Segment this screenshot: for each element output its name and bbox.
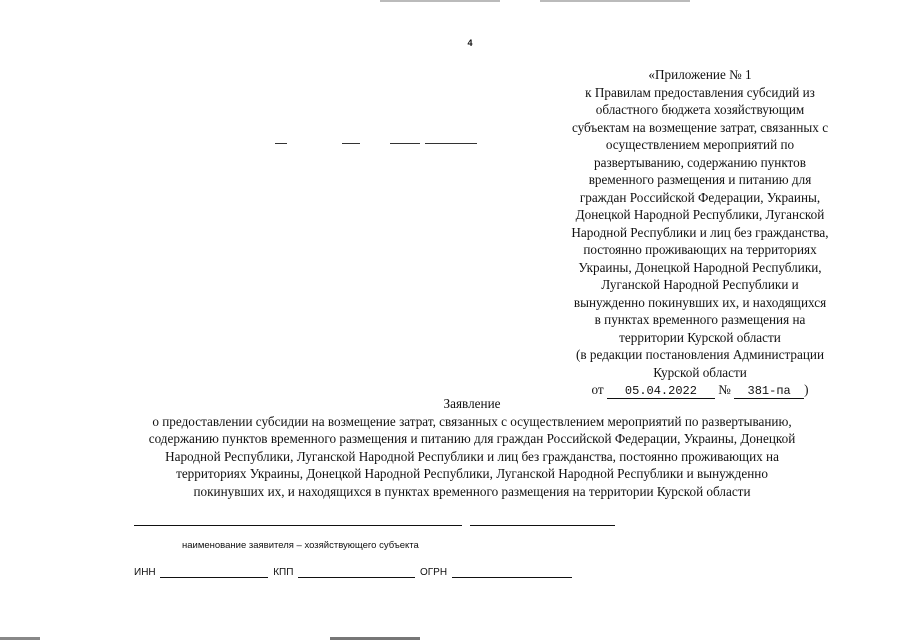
scan-artifact-line: [390, 143, 420, 144]
statement-line: содержанию пунктов временного размещения и питанию для граждан Российской Федерации, Украины, Донецкой: [148, 431, 796, 446]
order-from-label: от: [591, 382, 604, 397]
order-close: ): [804, 382, 809, 397]
appendix-line: Луганской Народной Республики и: [601, 277, 799, 292]
statement-heading: Заявление: [443, 396, 501, 411]
page-number: 4: [467, 38, 473, 48]
appendix-line: субъектам на возмещение затрат, связанных с: [571, 119, 829, 135]
appendix-line: «Приложение № 1: [648, 67, 752, 82]
applicant-name-field-continuation[interactable]: [470, 525, 615, 526]
statement-line: о предоставлении субсидии на возмещение затрат, связанных с осуществлением мероприятий по развертыванию,: [152, 413, 792, 429]
appendix-line: постоянно проживающих на территориях: [583, 242, 817, 257]
kpp-label: КПП: [273, 567, 294, 578]
scan-artifact-line: [275, 143, 287, 144]
inn-field[interactable]: [160, 566, 268, 578]
appendix-line: областного бюджета хозяйствующим: [595, 102, 805, 117]
order-number-label: №: [718, 382, 731, 397]
appendix-line: вынужденно покинувших их, и находящихся: [573, 294, 827, 310]
appendix-line: Украины, Донецкой Народной Республики,: [578, 259, 822, 275]
appendix-line: осуществлением мероприятий по: [605, 137, 795, 152]
appendix-line: к Правилам предоставления субсидий из: [585, 84, 815, 100]
scan-edge-mark: [0, 0, 905, 2]
appendix-line: (в редакции постановления Администрации: [576, 347, 824, 362]
kpp-field[interactable]: [298, 566, 415, 578]
statement-title-block: [92, 395, 852, 500]
appendix-line: Курской области: [653, 364, 747, 380]
statement-line: Народной Республики, Луганской Народной Республики и лиц без гражданства, постоянно проживающих на: [165, 448, 779, 464]
statement-line: территориях Украины, Донецкой Народной Республики, Луганской Народной Республики и вынужденно: [176, 466, 768, 481]
ogrn-label: ОГРН: [419, 567, 448, 578]
appendix-line: Народной Республики и лиц без гражданства,: [571, 224, 829, 240]
registration-row: [134, 566, 574, 578]
scan-artifact-line: [425, 143, 477, 144]
order-date: 05.04.2022: [607, 385, 715, 399]
appendix-line: Донецкой Народной Республики, Луганской: [575, 207, 825, 222]
appendix-line: территории Курской области: [619, 329, 781, 345]
applicant-caption: наименование заявителя – хозяйствующего субъекта: [182, 540, 419, 551]
scan-artifact-line: [342, 143, 360, 144]
applicant-name-field[interactable]: [134, 525, 462, 526]
appendix-line: граждан Российской Федерации, Украины,: [579, 189, 821, 205]
inn-label: ИНН: [134, 567, 156, 578]
statement-line: покинувших их, и находящихся в пунктах временного размещения на территории Курской области: [193, 483, 751, 499]
order-number: 381-па: [734, 385, 804, 399]
ogrn-field[interactable]: [452, 566, 572, 578]
appendix-line: в пунктах временного размещения на: [594, 312, 806, 327]
appendix-line: временного размещения и питанию для: [588, 172, 812, 187]
appendix-line: развертыванию, содержанию пунктов: [594, 154, 806, 170]
appendix-header: [545, 66, 855, 399]
